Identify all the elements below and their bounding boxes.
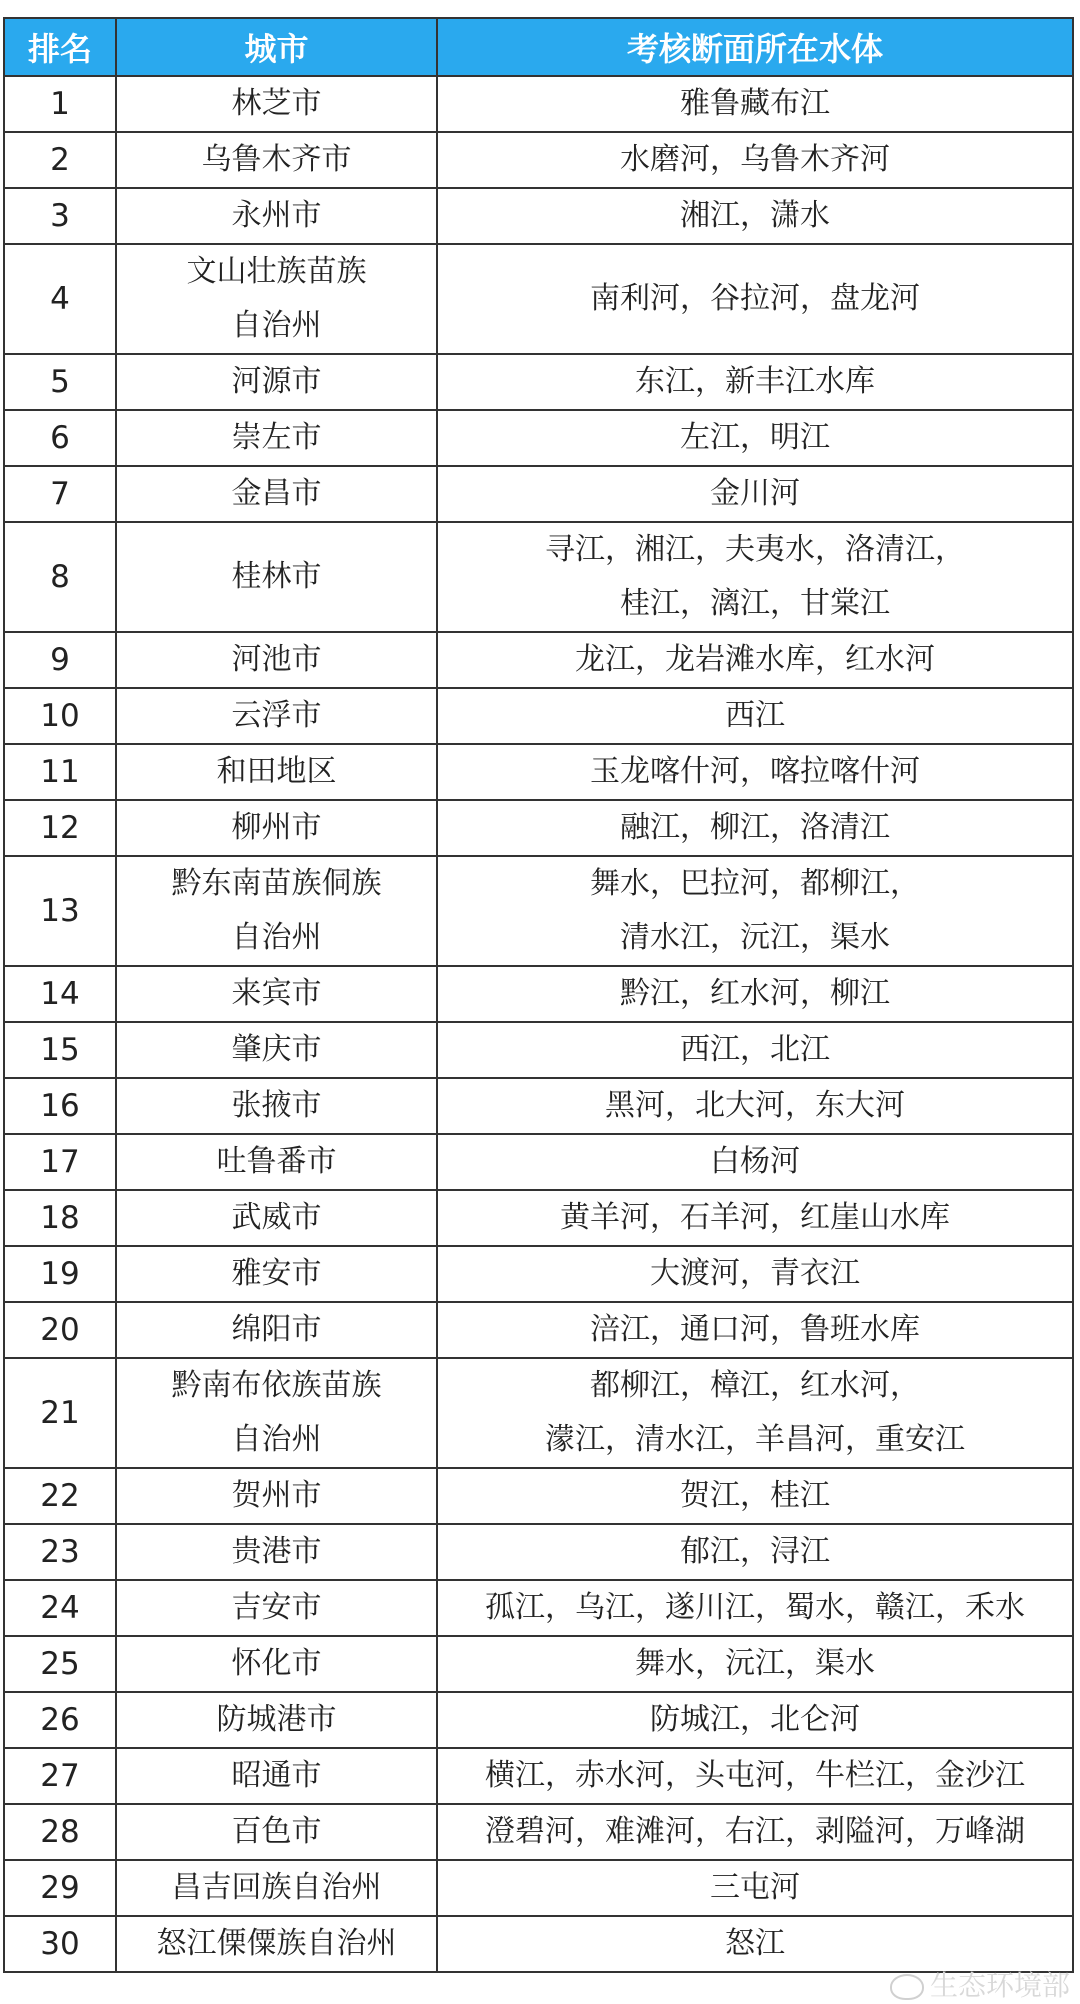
water-body-line: 西江 xyxy=(725,698,785,733)
water-body-line: 白杨河 xyxy=(710,1144,800,1179)
water-body-line: 防城江，北仑河 xyxy=(650,1702,860,1737)
city-cell xyxy=(116,1190,437,1246)
city-cell xyxy=(116,1636,437,1692)
water-body-line: 雅鲁藏布江 xyxy=(680,86,830,121)
table-row xyxy=(4,1134,1073,1190)
rank-cell: 16 xyxy=(4,1078,116,1134)
city-name-line: 吐鲁番市 xyxy=(216,1144,337,1179)
table-row xyxy=(4,1246,1073,1302)
water-body-line: 融江，柳江，洛清江 xyxy=(620,810,890,845)
city-name-line: 自治州 xyxy=(231,308,322,343)
water-body-line: 大渡河，青衣江 xyxy=(650,1256,860,1291)
city-name-line: 来宾市 xyxy=(231,976,322,1011)
city-name-line: 吉安市 xyxy=(231,1590,322,1625)
table-row xyxy=(4,1804,1073,1860)
city-name-line: 河源市 xyxy=(231,364,322,399)
city-name-line: 河池市 xyxy=(231,642,322,677)
table-row xyxy=(4,522,1073,632)
city-cell xyxy=(116,1860,437,1916)
rank-cell: 9 xyxy=(4,632,116,688)
water-body-cell xyxy=(437,1804,1073,1860)
table-row xyxy=(4,1580,1073,1636)
water-body-cell xyxy=(437,1358,1073,1468)
water-body-cell xyxy=(437,1190,1073,1246)
rank-cell: 28 xyxy=(4,1804,116,1860)
table-row xyxy=(4,744,1073,800)
table-row xyxy=(4,1190,1073,1246)
city-name-line: 雅安市 xyxy=(231,1256,322,1291)
table-row xyxy=(4,1636,1073,1692)
water-body-line: 舞水，沅江，渠水 xyxy=(635,1646,875,1681)
weibo-icon xyxy=(890,1974,924,2000)
water-body-line: 都柳江，樟江，红水河， xyxy=(590,1368,920,1403)
city-name-line: 肇庆市 xyxy=(231,1032,322,1067)
city-name-line: 文山壮族苗族 xyxy=(186,254,367,289)
rank-cell: 19 xyxy=(4,1246,116,1302)
table-row xyxy=(4,1524,1073,1580)
water-body-line: 湘江，潇水 xyxy=(680,198,830,233)
city-name-line: 武威市 xyxy=(231,1200,322,1235)
water-body-cell xyxy=(437,1302,1073,1358)
city-cell xyxy=(116,522,437,632)
table-row xyxy=(4,188,1073,244)
table-row xyxy=(4,688,1073,744)
table-header-row xyxy=(4,18,1073,76)
water-body-line: 黄羊河，石羊河，红崖山水库 xyxy=(560,1200,950,1235)
city-name-line: 张掖市 xyxy=(231,1088,322,1123)
city-name-line: 金昌市 xyxy=(231,476,322,511)
water-body-cell xyxy=(437,466,1073,522)
rank-cell: 26 xyxy=(4,1692,116,1748)
table-row xyxy=(4,800,1073,856)
rank-cell: 20 xyxy=(4,1302,116,1358)
table-row xyxy=(4,1692,1073,1748)
city-name-line: 黔南布依族苗族 xyxy=(171,1368,382,1403)
city-cell xyxy=(116,1078,437,1134)
table-row xyxy=(4,856,1073,966)
water-body-cell xyxy=(437,132,1073,188)
rank-cell: 5 xyxy=(4,354,116,410)
water-body-line: 黔江，红水河，柳江 xyxy=(620,976,890,1011)
water-body-cell xyxy=(437,1078,1073,1134)
water-body-line: 濛江，清水江，羊昌河，重安江 xyxy=(545,1422,965,1457)
water-body-cell xyxy=(437,354,1073,410)
city-cell xyxy=(116,800,437,856)
water-body-cell xyxy=(437,744,1073,800)
rank-cell: 14 xyxy=(4,966,116,1022)
city-cell xyxy=(116,1022,437,1078)
water-body-cell xyxy=(437,1134,1073,1190)
city-name-line: 自治州 xyxy=(231,920,322,955)
header-water: 考核断面所在水体 xyxy=(437,18,1073,76)
city-cell xyxy=(116,1804,437,1860)
water-body-cell xyxy=(437,1246,1073,1302)
water-body-cell xyxy=(437,1524,1073,1580)
city-name-line: 崇左市 xyxy=(231,420,322,455)
city-name-line: 贺州市 xyxy=(231,1478,322,1513)
rank-cell: 30 xyxy=(4,1916,116,1972)
water-body-line: 孤江，乌江，遂川江，蜀水，赣江，禾水 xyxy=(485,1590,1025,1625)
water-body-line: 金川河 xyxy=(710,476,800,511)
city-name-line: 绵阳市 xyxy=(231,1312,322,1347)
water-body-line: 桂江，漓江，甘棠江 xyxy=(620,586,890,621)
water-body-line: 左江，明江 xyxy=(680,420,830,455)
table-row xyxy=(4,466,1073,522)
city-name-line: 桂林市 xyxy=(231,559,322,594)
city-cell xyxy=(116,1302,437,1358)
water-body-line: 清水江，沅江，渠水 xyxy=(620,920,890,955)
rank-cell: 23 xyxy=(4,1524,116,1580)
rank-cell: 10 xyxy=(4,688,116,744)
table-row xyxy=(4,1078,1073,1134)
rank-cell: 4 xyxy=(4,244,116,354)
header-city: 城市 xyxy=(116,18,437,76)
rank-cell: 12 xyxy=(4,800,116,856)
water-body-line: 水磨河，乌鲁木齐河 xyxy=(620,142,890,177)
rank-cell: 7 xyxy=(4,466,116,522)
water-body-cell xyxy=(437,1580,1073,1636)
water-body-cell xyxy=(437,76,1073,132)
city-cell xyxy=(116,1580,437,1636)
city-name-line: 昭通市 xyxy=(231,1758,322,1793)
city-cell xyxy=(116,856,437,966)
city-cell xyxy=(116,410,437,466)
city-name-line: 黔东南苗族侗族 xyxy=(171,866,382,901)
city-name-line: 和田地区 xyxy=(216,754,337,789)
city-cell xyxy=(116,1692,437,1748)
city-cell xyxy=(116,1468,437,1524)
table-row xyxy=(4,1468,1073,1524)
city-cell xyxy=(116,966,437,1022)
water-body-cell xyxy=(437,966,1073,1022)
city-cell xyxy=(116,1358,437,1468)
water-body-line: 南利河，谷拉河，盘龙河 xyxy=(590,281,920,316)
rank-cell: 27 xyxy=(4,1748,116,1804)
city-cell xyxy=(116,354,437,410)
rank-cell: 2 xyxy=(4,132,116,188)
city-cell xyxy=(116,1748,437,1804)
city-cell xyxy=(116,244,437,354)
city-cell xyxy=(116,744,437,800)
rank-cell: 29 xyxy=(4,1860,116,1916)
water-body-line: 横江，赤水河，头屯河，牛栏江，金沙江 xyxy=(485,1758,1025,1793)
city-cell xyxy=(116,188,437,244)
city-name-line: 昌吉回族自治州 xyxy=(171,1870,382,1905)
rank-cell: 21 xyxy=(4,1358,116,1468)
table-row xyxy=(4,1860,1073,1916)
rank-cell: 3 xyxy=(4,188,116,244)
water-body-cell xyxy=(437,856,1073,966)
city-name-line: 怀化市 xyxy=(231,1646,322,1681)
water-body-line: 澄碧河，难滩河，右江，剥隘河，万峰湖 xyxy=(485,1814,1025,1849)
city-name-line: 柳州市 xyxy=(231,810,322,845)
city-name-line: 防城港市 xyxy=(216,1702,337,1737)
table-row xyxy=(4,244,1073,354)
water-body-cell xyxy=(437,632,1073,688)
water-body-cell xyxy=(437,1636,1073,1692)
city-name-line: 云浮市 xyxy=(231,698,322,733)
water-body-cell xyxy=(437,522,1073,632)
table-row xyxy=(4,410,1073,466)
city-name-line: 林芝市 xyxy=(231,86,322,121)
city-cell xyxy=(116,632,437,688)
water-body-line: 贺江，桂江 xyxy=(680,1478,830,1513)
city-name-line: 自治州 xyxy=(231,1422,322,1457)
city-cell xyxy=(116,466,437,522)
water-body-line: 玉龙喀什河，喀拉喀什河 xyxy=(590,754,920,789)
table-row xyxy=(4,1748,1073,1804)
weibo-watermark xyxy=(890,1964,1070,2004)
city-cell xyxy=(116,1916,437,1972)
water-body-line: 寻江，湘江，夫夷水，洛清江， xyxy=(545,532,965,567)
water-body-line: 涪江，通口河，鲁班水库 xyxy=(590,1312,920,1347)
water-body-cell xyxy=(437,188,1073,244)
rank-cell: 13 xyxy=(4,856,116,966)
city-cell xyxy=(116,1246,437,1302)
city-cell xyxy=(116,1134,437,1190)
water-body-cell xyxy=(437,410,1073,466)
water-body-cell xyxy=(437,244,1073,354)
water-body-cell xyxy=(437,1748,1073,1804)
water-body-line: 龙江，龙岩滩水库，红水河 xyxy=(575,642,935,677)
rank-cell: 24 xyxy=(4,1580,116,1636)
rank-cell: 18 xyxy=(4,1190,116,1246)
city-name-line: 乌鲁木齐市 xyxy=(201,142,352,177)
rank-cell: 8 xyxy=(4,522,116,632)
rank-cell: 17 xyxy=(4,1134,116,1190)
city-cell xyxy=(116,76,437,132)
table-row xyxy=(4,76,1073,132)
table-row xyxy=(4,966,1073,1022)
city-cell xyxy=(116,1524,437,1580)
water-body-line: 怒江 xyxy=(725,1926,785,1961)
city-name-line: 百色市 xyxy=(231,1814,322,1849)
ranking-table-wrapper xyxy=(3,17,1072,1973)
table-body xyxy=(4,76,1073,1972)
table-row xyxy=(4,1358,1073,1468)
table-row xyxy=(4,1302,1073,1358)
city-name-line: 贵港市 xyxy=(231,1534,322,1569)
water-body-cell xyxy=(437,800,1073,856)
water-body-line: 舞水，巴拉河，都柳江， xyxy=(590,866,920,901)
city-name-line: 永州市 xyxy=(231,198,322,233)
water-body-line: 郁江，浔江 xyxy=(680,1534,830,1569)
watermark-text: 生态环境部 xyxy=(929,1969,1070,2002)
city-cell xyxy=(116,688,437,744)
ranking-table xyxy=(3,17,1074,1973)
table-row xyxy=(4,354,1073,410)
table-row xyxy=(4,132,1073,188)
table-row xyxy=(4,632,1073,688)
city-cell xyxy=(116,132,437,188)
rank-cell: 1 xyxy=(4,76,116,132)
water-body-cell xyxy=(437,1692,1073,1748)
water-body-cell xyxy=(437,688,1073,744)
table-row xyxy=(4,1022,1073,1078)
water-body-line: 西江，北江 xyxy=(680,1032,830,1067)
water-body-line: 三屯河 xyxy=(710,1870,800,1905)
city-name-line: 怒江傈僳族自治州 xyxy=(156,1926,397,1961)
water-body-cell xyxy=(437,1860,1073,1916)
water-body-cell xyxy=(437,1468,1073,1524)
water-body-line: 黑河，北大河，东大河 xyxy=(605,1088,905,1123)
water-body-line: 东江，新丰江水库 xyxy=(635,364,875,399)
rank-cell: 22 xyxy=(4,1468,116,1524)
header-rank: 排名 xyxy=(4,18,116,76)
rank-cell: 25 xyxy=(4,1636,116,1692)
rank-cell: 6 xyxy=(4,410,116,466)
water-body-cell xyxy=(437,1022,1073,1078)
rank-cell: 11 xyxy=(4,744,116,800)
rank-cell: 15 xyxy=(4,1022,116,1078)
